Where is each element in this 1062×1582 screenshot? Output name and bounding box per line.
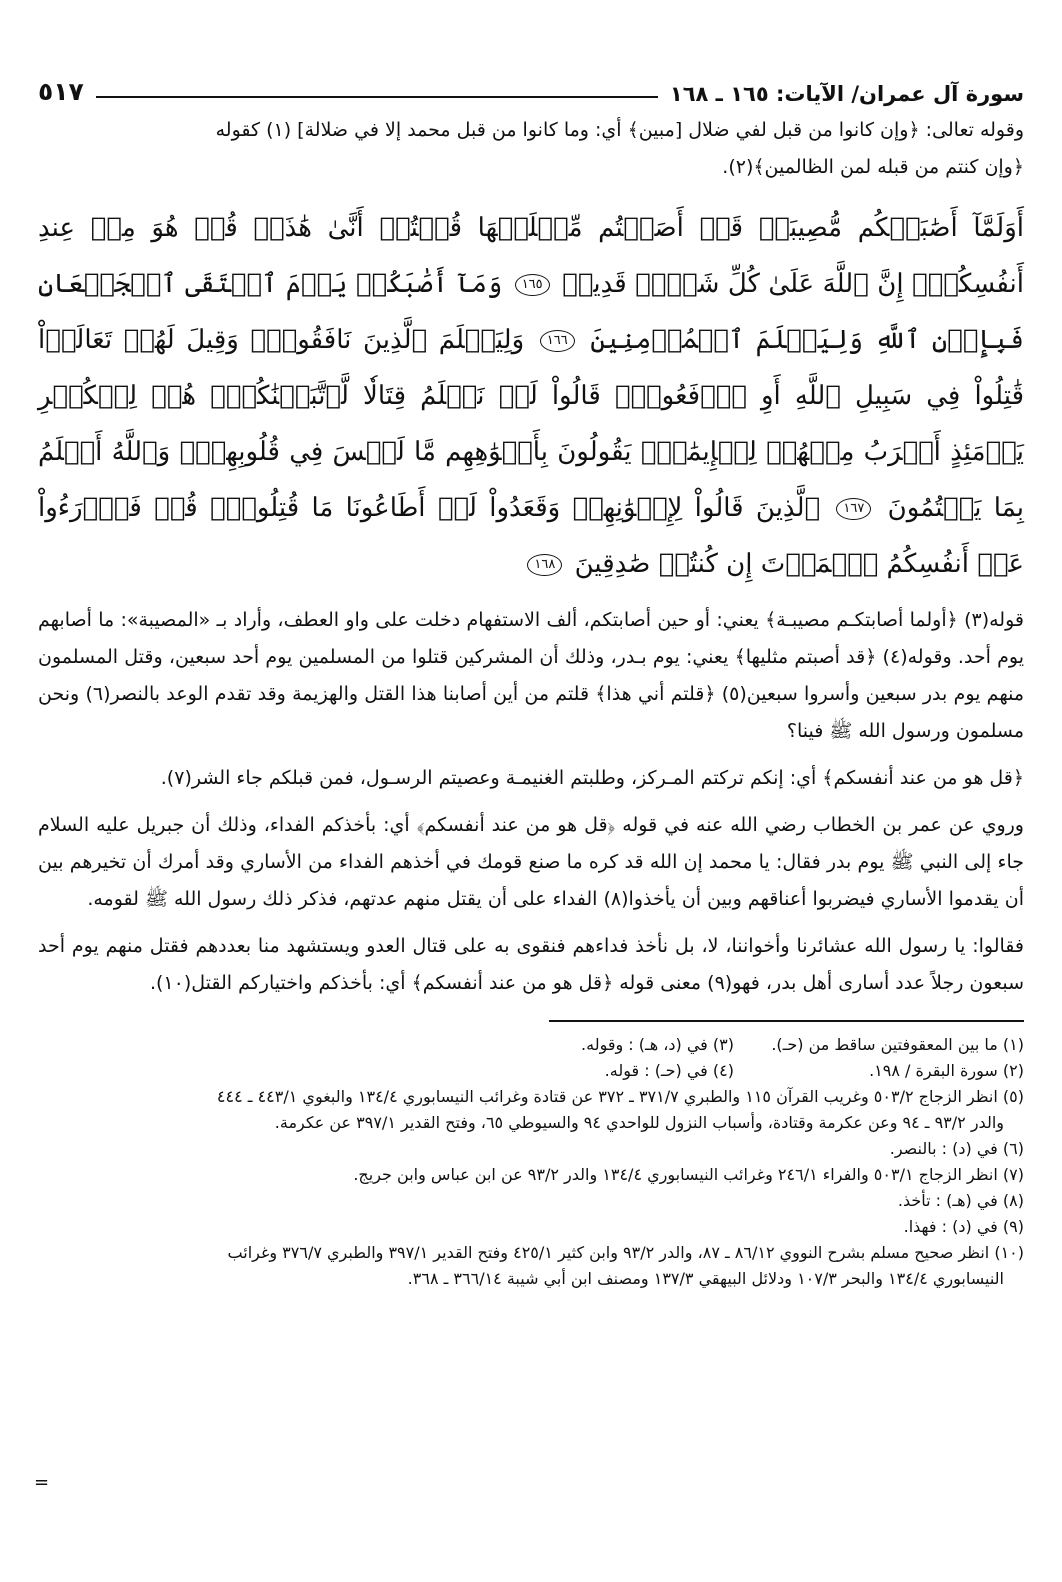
- verse-number-166: ١٦٦: [540, 330, 575, 352]
- surah-heading: سورة آل عمران/ الآيات: ١٦٥ ـ ١٦٨: [669, 82, 1024, 106]
- running-header: [38, 62, 1024, 106]
- footnote-6: (٦) في (د) : بالنصر.: [889, 1139, 1024, 1158]
- verse-166: وَمَآ أَصَٰبَكُمۡ يَوۡمَ ٱلۡتَقَى ٱلۡجَمۡعَانِ فَبِإِذۡنِ ٱللَّهِ وَلِيَعۡلَمَ ٱلۡمُؤۡمِنِينَ: [38, 269, 1025, 355]
- footnote-8: (٨) في (هـ) : تأخذ.: [897, 1191, 1024, 1210]
- footnote-4: (٤) في (حـ) : قوله.: [604, 1061, 734, 1080]
- footnote-5-continued: والدر ٩٣/٢ ـ ٩٤ وعن عكرمة وقتادة، وأسباب النزول للواحدي ٩٤ والسيوطي ٦٥، وفتح القدير ٣٩٧/١ عن عكرمة.: [274, 1113, 1004, 1132]
- verse-165: أَوَلَمَّآ أَصَٰبَتۡكُم مُّصِيبَةٞ قَدۡ أَصَبۡتُم مِّثۡلَيۡهَا قُلۡتُمۡ أَنَّىٰ هَٰذَاۖ قُلۡ هُوَ مِنۡ عِندِ أَنفُسِكُمۡۗ إِنَّ ٱللَّهَ عَلَىٰ كُلِّ شَيۡءٖ قَدِيرٞ: [38, 213, 1025, 299]
- intro-line-1: وقوله تعالى: ﴿وإن كانوا من قبل لفي ضلال [مبين﴾ أي: وما كانوا من قبل محمد إلا في ضلالة] (١) كقوله: [215, 119, 1024, 141]
- commentary-paragraph-3: وروي عن عمر بن الخطاب رضي الله عنه في قوله ﴿قل هو من عند أنفسكم﴾ أي: بأخذكم الفداء، وذلك أن جبريل عليه السلام جاء إلى النبي ﷺ يوم بدر فقال: يا محمد إن الله قد كره ما صنع قومك في أخذهم الفداء من الأساري وقد أمرك أن تخيرهم بين أن يقدموا الأساري فيضربوا أعناقهم وبين أن يأخذوا(٨) الفداء على أن يقتل منهم عدتهم، فذكر ذلك رسول الله ﷺ لقومه.: [38, 814, 1024, 910]
- footnote-row: [38, 1058, 1024, 1084]
- page-number: ٥١٧: [38, 77, 84, 106]
- footnote-row: [38, 1032, 1024, 1058]
- footnote-5: (٥) انظر الزجاج ٥٠٣/٢ وغريب القرآن ١١٥ والطبري ٣٧١/٧ ـ ٣٧٢ عن قتادة وغرائب النيسابوري ١٣٤/٤ والبغوي ٤٤٣/١ ـ ٤٤٤: [216, 1087, 1024, 1106]
- verse-167: وَلِيَعۡلَمَ ٱلَّذِينَ نَافَقُواْۚ وَقِيلَ لَهُمۡ تَعَالَوۡاْ قَٰتِلُواْ فِي سَبِيلِ ٱللَّهِ أَوِ ٱدۡفَعُواْۖ قَالُواْ لَوۡ نَعۡلَمُ قِتَالٗا لَّٱتَّبَعۡنَٰكُمۡۗ هُمۡ لِلۡكُفۡرِ يَوۡمَئِذٍ أَقۡرَبُ مِنۡهُمۡ لِلۡإِيمَٰنِۚ يَقُولُونَ بِأَفۡوَٰهِهِم مَّا لَيۡسَ فِي قُلُوبِهِمۡۚ وَٱللَّهُ أَعۡلَمُ بِمَا يَكۡتُمُونَ: [38, 325, 1024, 523]
- verse-number-167: ١٦٧: [836, 498, 871, 520]
- footnote-9: (٩) في (د) : فهذا.: [903, 1217, 1024, 1236]
- verse-number-165: ١٦٥: [515, 274, 550, 296]
- margin-mark: =: [34, 1472, 50, 1493]
- page: [38, 62, 1024, 1292]
- intro-line-2: ﴿وإن كنتم من قبله لمن الظالمين﴾(٢).: [722, 156, 1024, 178]
- intro-paragraph: [38, 112, 1024, 186]
- footnote-2: (٢) سورة البقرة / ١٩٨.: [869, 1061, 1024, 1080]
- footnote-10: (١٠) انظر صحيح مسلم بشرح النووي ٨٦/١٢ ـ ٨٧، والدر ٩٣/٢ وابن كثير ٤٢٥/١ وفتح القدير ٣٩٧/١ والطبري ٣٧٦/٧ وغرائب: [227, 1243, 1024, 1262]
- verse-168: ٱلَّذِينَ قَالُواْ لِإِخۡوَٰنِهِمۡ وَقَعَدُواْ لَوۡ أَطَاعُونَا مَا قُتِلُواْۗ قُلۡ فَٱدۡرَءُواْ عَنۡ أَنفُسِكُمُ ٱلۡمَوۡتَ إِن كُنتُمۡ صَٰدِقِينَ: [38, 493, 1024, 579]
- commentary-paragraph-2: ﴿قل هو من عند أنفسكم﴾ أي: إنكم تركتم المـركز، وطلبتم الغنيمـة وعصيتم الرسـول، فمن قبلكم جاء الشر(٧).: [160, 767, 1024, 789]
- footnote-7: (٧) انظر الزجاج ٥٠٣/١ والفراء ٢٤٦/١ وغرائب النيسابوري ١٣٤/٤ والدر ٩٣/٢ عن ابن عباس وابن جريج.: [353, 1165, 1024, 1184]
- header-rule: [96, 96, 658, 98]
- footnotes: [38, 1032, 1024, 1292]
- footnote-separator: [549, 1020, 1024, 1022]
- footnote-1: (١) ما بين المعقوفتين ساقط من (حـ).: [771, 1035, 1024, 1054]
- commentary-paragraph-1: قوله(٣) ﴿أولما أصابتكـم مصيبـة﴾ يعني: أو حين أصابتكم، ألف الاستفهام دخلت على واو العطف، وأراد بـ «المصيبة»: ما أصابهم يوم أحد. وقوله(٤) ﴿قد أصبتم مثليها﴾ يعني: يوم بـدر، وذلك أن المشركين قتلوا من المسلمين يوم أحد سبعين، وقتل المسلمون منهم يوم بدر سبعين وأسروا سبعين(٥) ﴿قلتم أني هذا﴾ قلتم من أين أصابنا هذا القتل والهزيمة وقد تقدم الوعد بالنصر(٦) ونحن مسلمون ورسول الله ﷺ فينا؟: [38, 609, 1024, 742]
- footnote-3: (٣) في (د، هـ) : وقوله.: [581, 1035, 734, 1054]
- commentary: [38, 602, 1024, 1002]
- verse-number-168: ١٦٨: [527, 554, 562, 576]
- commentary-paragraph-4: فقالوا: يا رسول الله عشائرنا وأخواننا، لا، بل نأخذ فداءهم فنقوى به على قتال العدو ويستشهد منا بعددهم فقتل منهم يوم أحد سبعون رجلاً عدد أسارى أهل بدر، فهو(٩) معنى قوله ﴿قل هو من عند أنفسكم﴾ أي: بأخذكم واختياركم القتل(١٠).: [38, 935, 1024, 994]
- footnote-10-continued: النيسابوري ١٣٤/٤ والبحر ١٠٧/٣ ودلائل البيهقي ١٣٧/٣ ومصنف ابن أبي شيبة ٣٦٦/١٤ ـ ٣٦٨.: [407, 1269, 1004, 1288]
- quran-verse-block: [38, 200, 1024, 592]
